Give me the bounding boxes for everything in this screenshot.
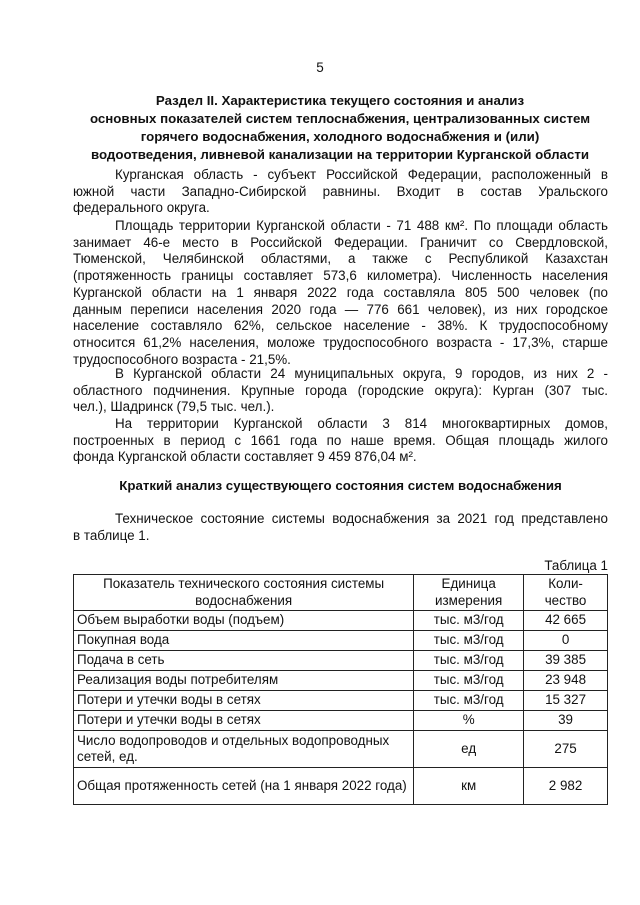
paragraph-line: Площадь территории Курганской области - 71 488 км². По площади область [115, 218, 608, 233]
header-indicator-line: Показатель технического состояния системы [103, 576, 385, 591]
header-indicator [74, 575, 414, 611]
cell-indicator: Покупная вода [74, 631, 414, 651]
header-indicator-line: водоснабжения [195, 592, 293, 608]
cell-indicator: Потери и утечки воды в сетях [74, 691, 414, 711]
cell-unit: тыс. м3/год [414, 611, 524, 631]
paragraph-line: областного подчинения. Крупные города (городские округа): Курган (307 тыс. [73, 382, 608, 398]
cell-value: 39 385 [524, 651, 608, 671]
table-row [74, 731, 608, 768]
paragraph-line: южной части Западно-Сибирской равнины. Входит в состав Уральского [73, 183, 608, 199]
header-unit-line: измерения [435, 592, 503, 608]
paragraph-area-population [73, 218, 608, 368]
cell-indicator: Подача в сеть [74, 651, 414, 671]
cell-value: 23 948 [524, 671, 608, 691]
paragraph-line: население составляло 62%, сельское население - 38%. К трудоспособному [73, 318, 608, 334]
section-heading-line: водоотведения, ливневой канализации на территории Курганской области [90, 147, 590, 162]
cell-value: 275 [524, 731, 608, 768]
table-row [74, 691, 608, 711]
table-row [74, 651, 608, 671]
paragraph-municipalities [73, 366, 608, 416]
cell-indicator: Потери и утечки воды в сетях [74, 711, 414, 731]
cell-value: 42 665 [524, 611, 608, 631]
header-unit [414, 575, 524, 611]
paragraph-region-overview [73, 167, 608, 217]
cell-unit: ед [414, 731, 524, 768]
paragraph-line: фонда Курганской области составляет 9 459 876,04 м². [73, 449, 417, 465]
table-row [74, 768, 608, 805]
cell-unit: тыс. м3/год [414, 691, 524, 711]
section-heading-line: основных показателей систем теплоснабжения, централизованных систем [89, 111, 591, 126]
cell-value: 2 982 [524, 768, 608, 805]
table-row [74, 711, 608, 731]
cell-indicator: Число водопроводов и отдельных водопроводных сетей, ед. [74, 731, 414, 768]
cell-unit: км [414, 768, 524, 805]
header-quantity-line: Коли- [548, 576, 583, 591]
paragraph-line: чел.), Шадринск (79,5 тыс. чел.). [73, 399, 275, 415]
table-header-row [74, 575, 608, 611]
cell-indicator: Общая протяженность сетей (на 1 января 2022 года) [74, 768, 414, 805]
paragraph-line: построенных в период с 1661 года по наше время. Общая площадь жилого [73, 432, 608, 448]
cell-unit: тыс. м3/год [414, 651, 524, 671]
paragraph-line: На территории Курганской области 3 814 многоквартирных домов, [115, 416, 608, 431]
header-quantity-line: чество [544, 592, 587, 608]
paragraph-line: (протяженность границы составляет 573,6 километра). Численность населения [73, 268, 608, 284]
paragraph-line: В Курганской области 24 муниципальных округа, 9 городов, из них 2 - [115, 366, 608, 381]
cell-value: 15 327 [524, 691, 608, 711]
paragraph-line: федерального округа. [73, 200, 210, 216]
paragraph-line: в таблице 1. [73, 527, 150, 543]
cell-unit: тыс. м3/год [414, 671, 524, 691]
paragraph-line: Курганская область - субъект Российской Федерации, расположенный в [115, 167, 608, 182]
paragraph-line: Техническое состояние системы водоснабжения за 2021 год представлено [115, 511, 608, 526]
cell-value: 0 [524, 631, 608, 651]
page-number: 5 [316, 60, 324, 75]
cell-unit: тыс. м3/год [414, 631, 524, 651]
paragraph-table-intro [73, 511, 608, 544]
cell-indicator: Объем выработки воды (подъем) [74, 611, 414, 631]
paragraph-line: данным переписи населения 2020 года — 776 661 человек), из них городское [73, 301, 608, 317]
paragraph-line: занимает 46-е место в Российской Федерации. Граничит со Свердловской, [73, 234, 608, 250]
table-label: Таблица 1 [544, 558, 608, 573]
table-row [74, 631, 608, 651]
water-supply-subheading: Краткий анализ существующего состояния систем водоснабжения [119, 478, 562, 493]
section-heading-line: Раздел II. Характеристика текущего состояния и анализ [155, 93, 525, 108]
cell-indicator: Реализация воды потребителям [74, 671, 414, 691]
header-quantity [524, 575, 608, 611]
section-heading [70, 92, 610, 164]
table-row [74, 671, 608, 691]
paragraph-line: Курганской области на 1 января 2022 года составляла 805 500 человек (по [73, 284, 608, 300]
table-row [74, 611, 608, 631]
paragraph-housing [73, 416, 608, 466]
water-supply-table [73, 574, 608, 805]
paragraph-line: относится 61,2% населения, моложе трудоспособного возраста - 17,3%, старше [73, 334, 608, 350]
cell-value: 39 [524, 711, 608, 731]
header-unit-line: Единица [441, 576, 496, 591]
cell-unit: % [414, 711, 524, 731]
section-heading-line: горячего водоснабжения, холодного водоснабжения и (или) [140, 129, 540, 144]
paragraph-line: Тюменской, Челябинской областями, а также с Республикой Казахстан [73, 251, 608, 267]
paragraph-line: трудоспособного возраста - 21,5%. [73, 351, 291, 367]
